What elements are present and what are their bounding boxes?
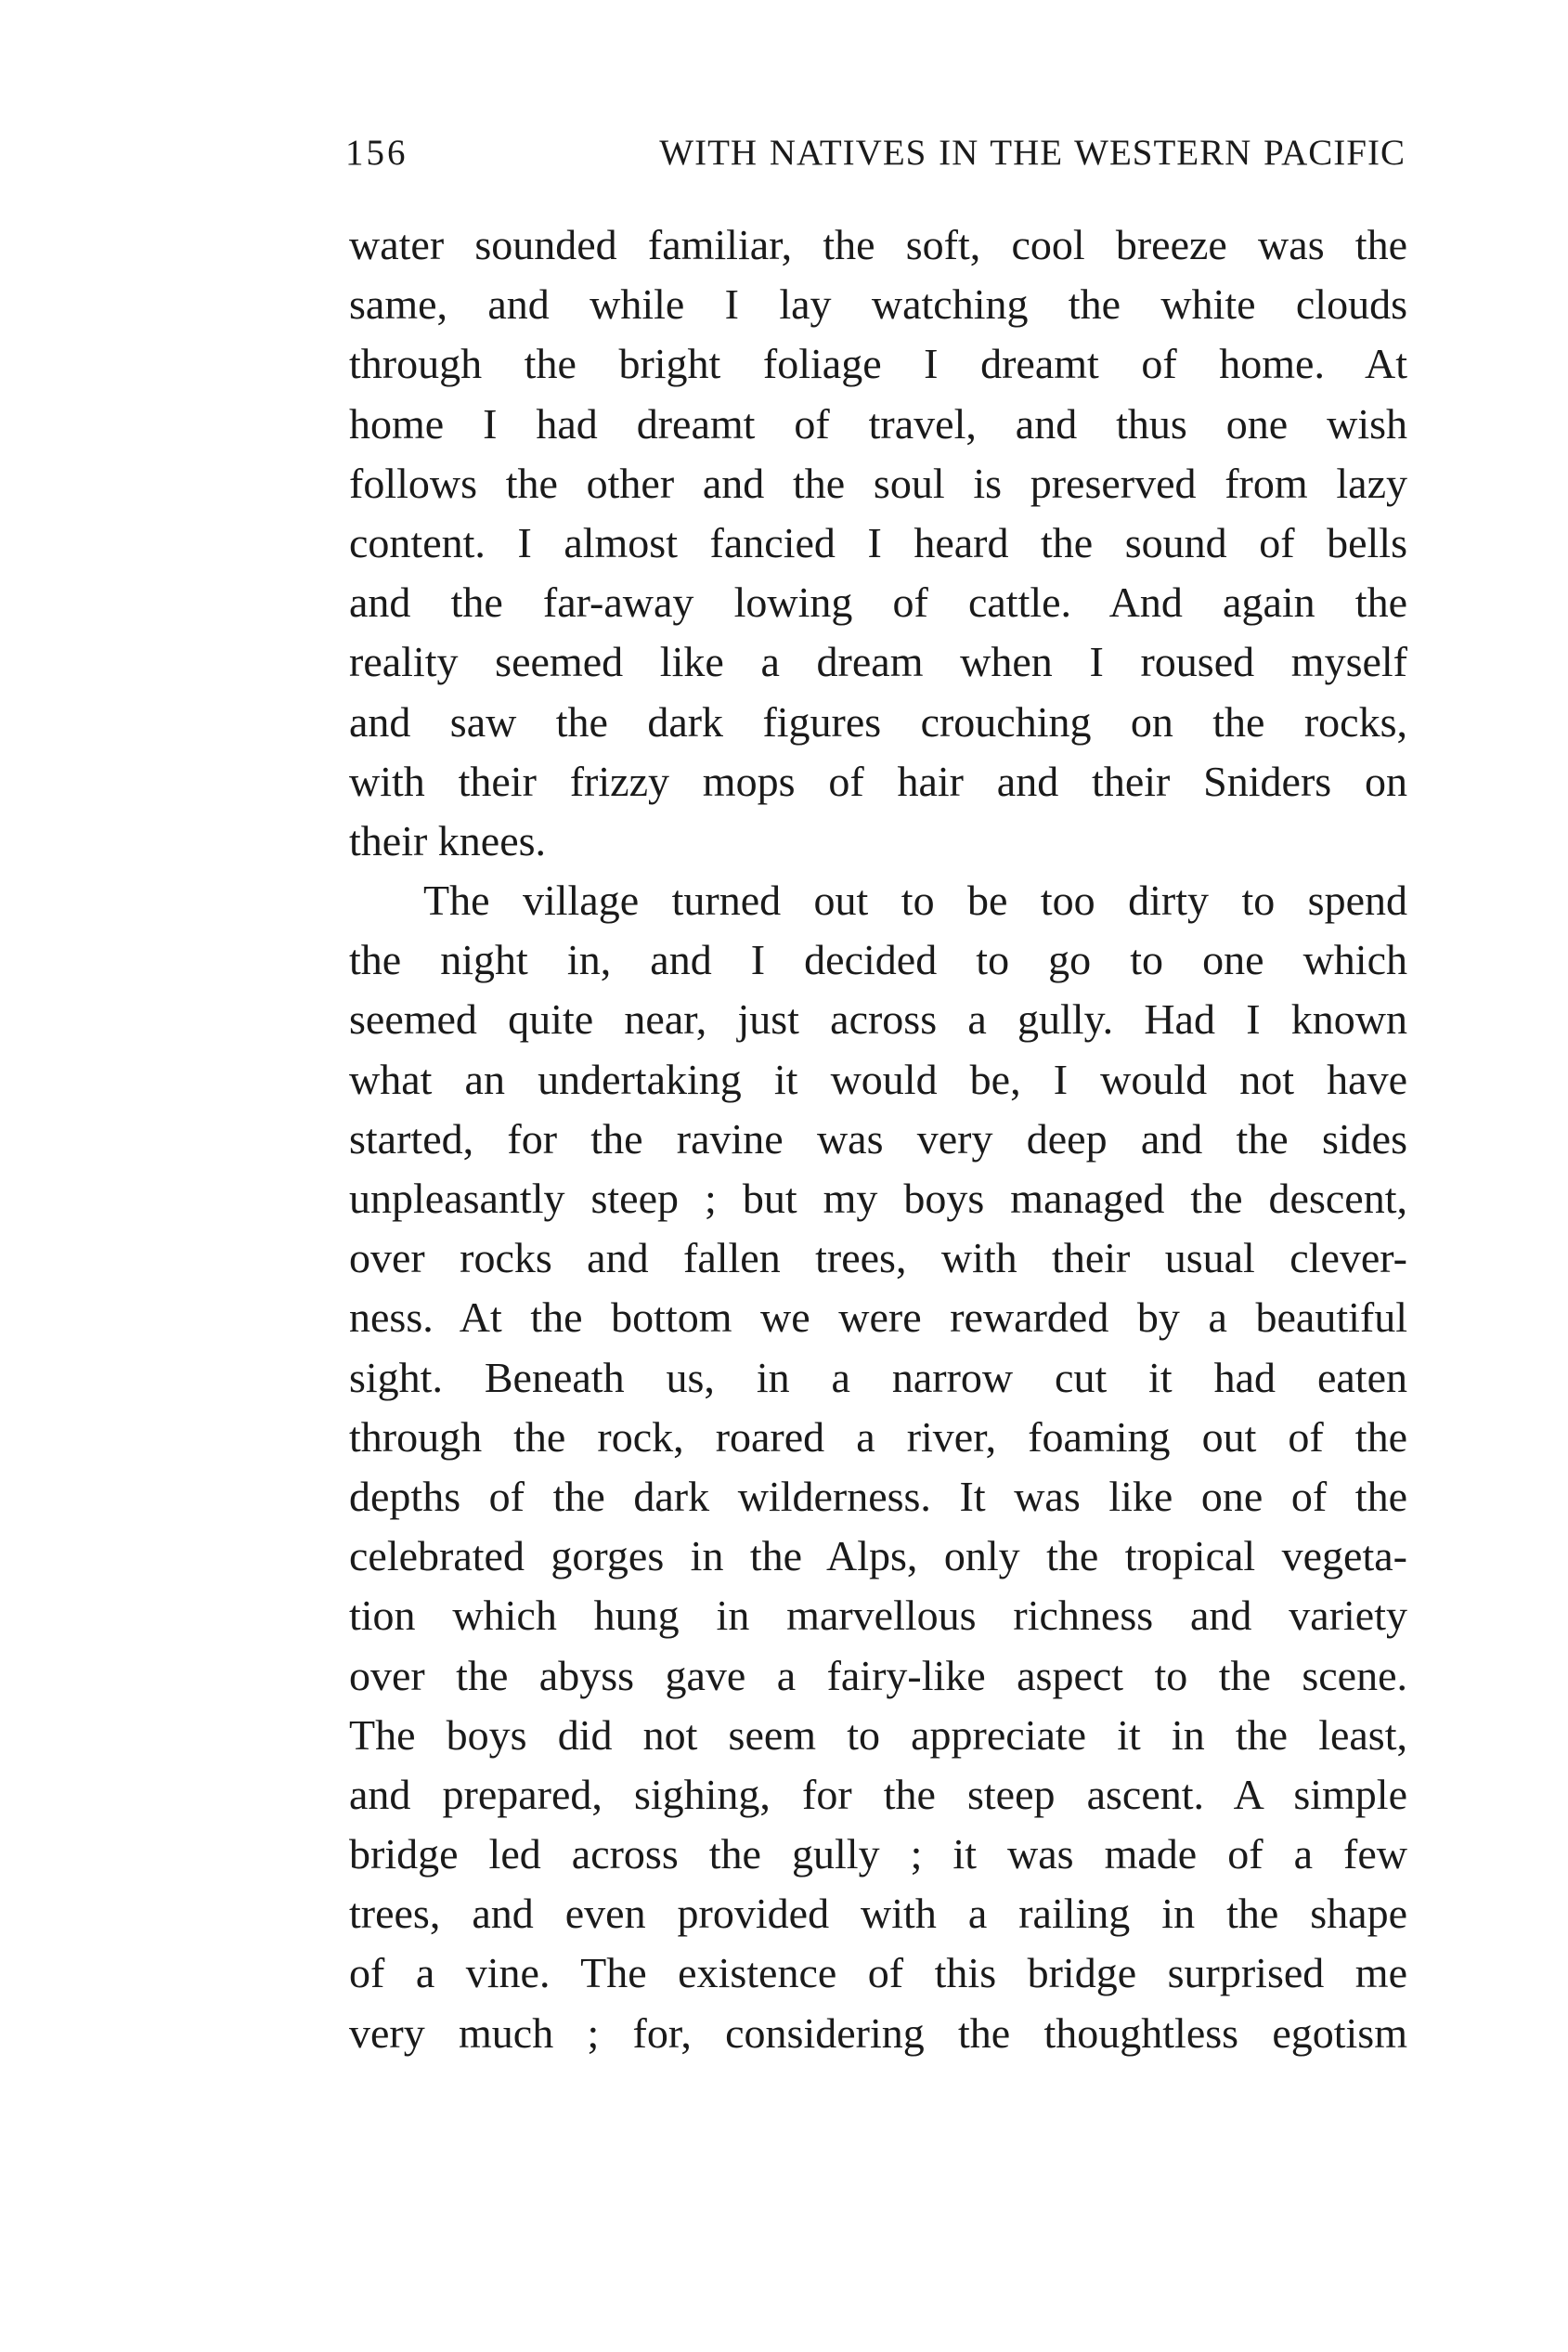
text-line: through the bright foliage I dreamt of home. At: [349, 340, 1407, 388]
text-line: started, for the ravine was very deep and the sides: [349, 1114, 1407, 1163]
text-line: unpleasantly steep ; but my boys managed the descent,: [349, 1175, 1407, 1222]
text-line: sight. Beneath us, in a narrow cut it had eaten: [349, 1353, 1407, 1401]
text-line: through the rock, roared a river, foaming out of the: [349, 1412, 1407, 1461]
paragraph-1: [349, 215, 1407, 871]
body-text: [349, 215, 1407, 2063]
text-line: over rocks and fallen trees, with their usual clever-: [349, 1234, 1407, 1282]
text-line: very much ; for, considering the thoughtless egotism: [349, 2008, 1407, 2057]
text-line: trees, and even provided with a railing in the shape: [349, 1890, 1407, 1938]
text-line: celebrated gorges in the Alps, only the tropical vegeta-: [349, 1532, 1407, 1580]
text-line: and saw the dark figures crouching on the rocks,: [349, 697, 1407, 746]
text-line: home I had dreamt of travel, and thus one wish: [349, 399, 1407, 448]
text-line: water sounded familiar, the soft, cool breeze was the: [349, 221, 1407, 268]
text-line: The village turned out to be too dirty to spend: [423, 877, 1407, 925]
text-line: with their frizzy mops of hair and their Sniders on: [349, 757, 1407, 805]
text-line: of a vine. The existence of this bridge surprised me: [349, 1949, 1407, 1997]
text-line: what an undertaking it would be, I would not have: [349, 1055, 1407, 1103]
text-line: tion which hung in marvellous richness and variety: [349, 1592, 1407, 1640]
running-head: [345, 132, 1406, 188]
text-line: and prepared, sighing, for the steep ascent. A simple: [349, 1770, 1407, 1818]
text-line: content. I almost fancied I heard the sound of bells: [349, 518, 1407, 566]
page-number: 156: [345, 133, 408, 173]
text-line: the night in, and I decided to go to one which: [349, 936, 1407, 984]
text-line: The boys did not seem to appreciate it in the least,: [349, 1710, 1407, 1759]
text-line: bridge led across the gully ; it was made of a few: [349, 1830, 1407, 1878]
text-line: depths of the dark wilderness. It was like one of the: [349, 1472, 1407, 1520]
text-line: their knees.: [349, 816, 547, 864]
text-line: follows the other and the soul is preserved from lazy: [349, 459, 1407, 507]
text-line: ness. At the bottom we were rewarded by a beautiful: [349, 1293, 1407, 1342]
text-line: reality seemed like a dream when I roused myself: [349, 638, 1407, 686]
text-line: seemed quite near, just across a gully. Had I known: [349, 995, 1407, 1044]
text-line: and the far-away lowing of cattle. And again the: [349, 578, 1407, 627]
text-line: same, and while I lay watching the white clouds: [349, 280, 1407, 329]
running-head-title: WITH NATIVES IN THE WESTERN PACIFIC: [659, 133, 1406, 173]
paragraph-2: [349, 871, 1407, 2063]
text-line: over the abyss gave a fairy-like aspect to the scene.: [349, 1651, 1407, 1699]
